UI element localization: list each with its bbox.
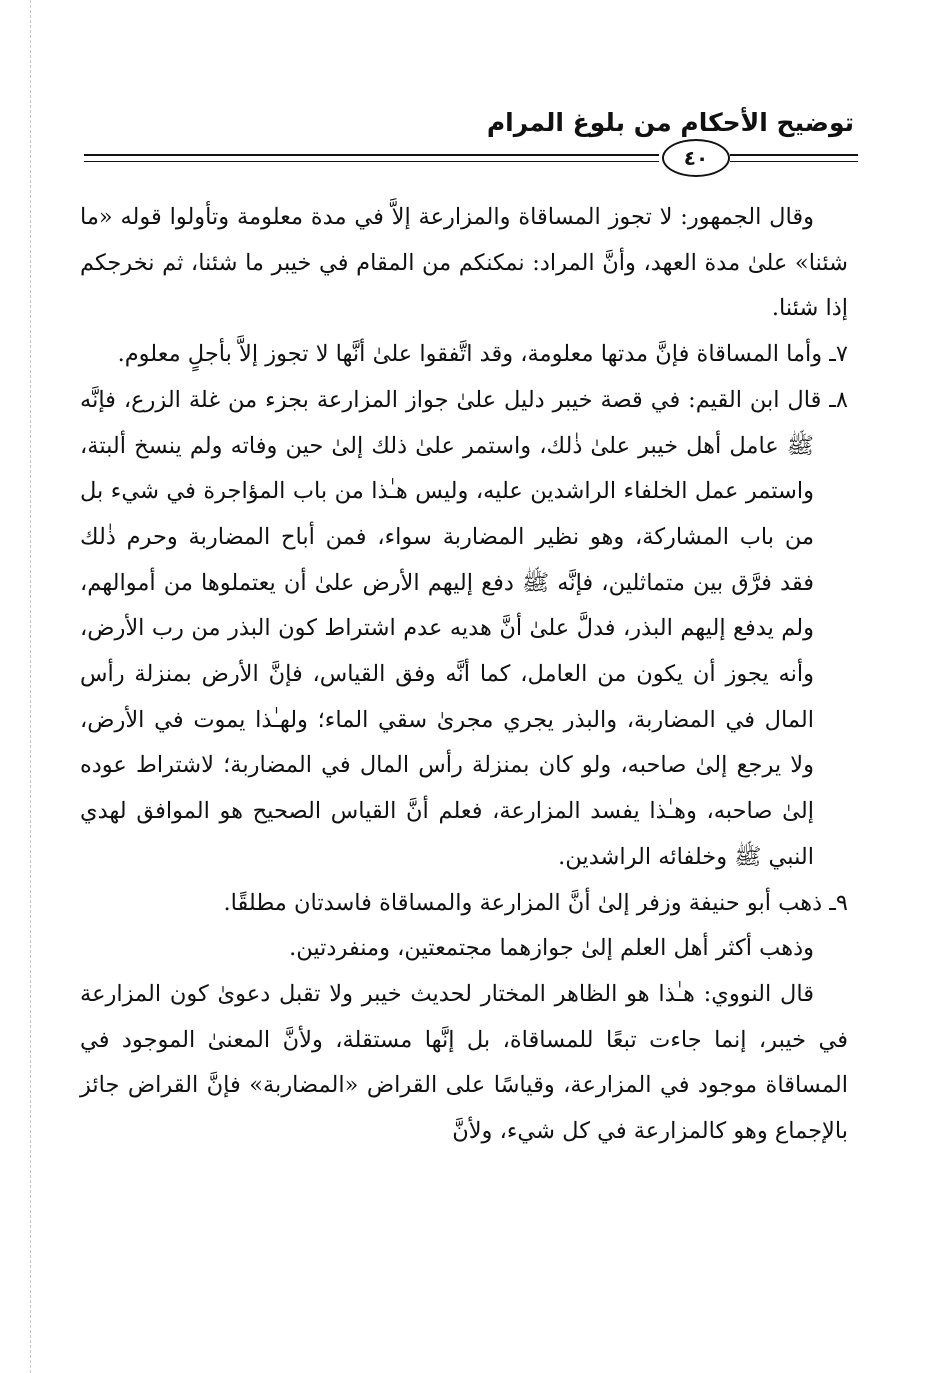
header-rule-right-thin <box>730 161 858 162</box>
header-rule-right <box>730 154 858 156</box>
page-header <box>84 108 860 178</box>
point-7-musaqah-term: ٧ـ وأما المساقاة فإنَّ مدتها معلومة، وقد اتَّفقوا علىٰ أنَّها لا تجوز إلاَّ بأجلٍ معلوم. <box>117 341 848 368</box>
paragraph-majority-permission: وذهب أكثر أهل العلم إلىٰ جوازهما مجتمعتين، ومنفردتين. <box>289 935 814 962</box>
page-body <box>80 195 848 1155</box>
header-rule-left-thin <box>84 161 659 162</box>
paragraph-majority-view: وقال الجمهور: لا تجوز المساقاة والمزارعة إلاَّ في مدة معلومة وتأولوا قوله «ما شئنا» علىٰ مدة العهد، وأنَّ المراد: نمكنكم من المقام في خيبر ما شئنا، ثم نخرجكم إذا شئنا. <box>80 204 848 322</box>
running-title: توضيح الأحكام من بلوغ المرام <box>486 108 854 137</box>
page-number: ٤٠ <box>662 139 730 177</box>
point-9-abu-hanifa: ٩ـ ذهب أبو حنيفة وزفر إلىٰ أنَّ المزارعة والمساقاة فاسدتان مطلقًا. <box>223 889 848 916</box>
paragraph-nawawi: قال النووي: هـٰذا هو الظاهر المختار لحديث خيبر ولا تقبل دعوىٰ كون المزارعة في خيبر، إنما جاءت تبعًا للمساقاة، بل إنَّها مستقلة، ولأنَّ المعنىٰ الموجود في المساقاة موجود في المزارعة، وقياسًا على القراض «المضاربة» فإنَّ القراض جائز بالإجماع وهو كالمزارعة في كل شيء، ولأنَّ <box>80 980 848 1145</box>
scan-edge-line <box>30 0 31 1373</box>
point-8-ibn-qayyim: ٨ـ قال ابن القيم: في قصة خيبر دليل علىٰ جواز المزارعة بجزء من غلة الزرع، فإنَّه ﷺ عامل أهل خيبر علىٰ ذٰلك، واستمر علىٰ ذلك إلىٰ حين وفاته ولم ينسخ ألبتة، واستمر عمل الخلفاء الراشدين عليه، وليس هـٰذا من باب المؤاجرة في شيء بل من باب المشاركة، وهو نظير المضاربة سواء، فمن أباح المضاربة وحرم ذٰلك فقد فرَّق بين متماثلين، فإنَّه ﷺ دفع إليهم الأرض علىٰ أن يعتملوها من أموالهم، ولم يدفع إليهم البذر، فدلَّ علىٰ أنَّ هديه عدم اشتراط كون البذر من رب الأرض، وأنه يجوز أن يكون من العامل، كما أنَّه وفق القياس، فإنَّ الأرض بمنزلة رأس المال في المضاربة، والبذر يجري مجرىٰ سقي الماء؛ ولهـٰذا يموت في الأرض، ولا يرجع إلىٰ صاحبه، ولو كان بمنزلة رأس المال في المضاربة؛ لاشتراط عوده إلىٰ صاحبه، وهـٰذا يفسد المزارعة، فعلم أنَّ القياس الصحيح هو الموافق لهدي النبي ﷺ وخلفائه الراشدين. <box>80 386 848 870</box>
header-rule-left <box>84 154 659 156</box>
